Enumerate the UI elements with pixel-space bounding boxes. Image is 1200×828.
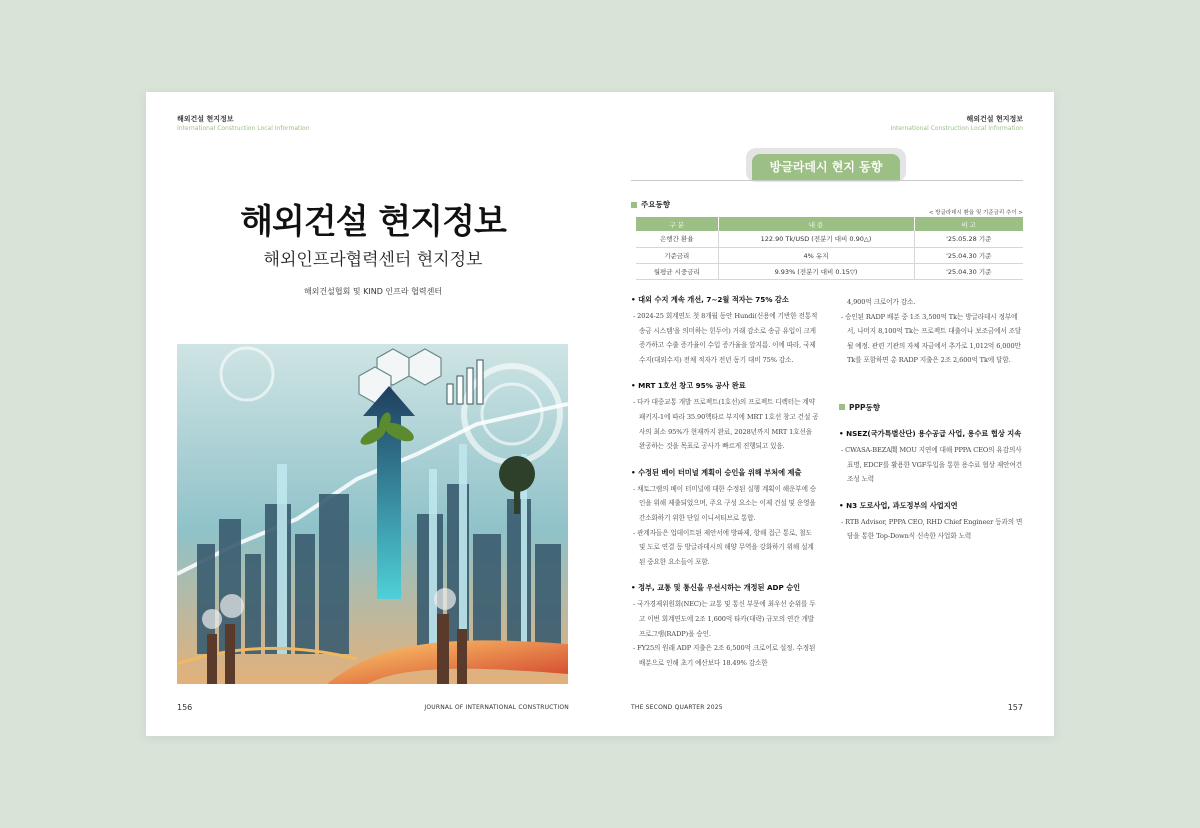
right-page xyxy=(600,92,1054,736)
magazine-spread xyxy=(146,92,1054,736)
running-header xyxy=(890,114,1023,134)
table-cell: '25.05.28 기준 xyxy=(914,231,1023,247)
news-item xyxy=(631,468,819,570)
byline: 해외건설협회 및 KIND 인프라 협력센터 xyxy=(303,287,443,296)
left-page xyxy=(146,92,600,736)
table-row xyxy=(636,247,1023,263)
table-header-row xyxy=(636,217,1023,231)
page-number: 156 xyxy=(177,703,193,712)
cover-illustration xyxy=(177,344,568,684)
table-caption: < 방글라데시 환율 및 기준금리 추이 > xyxy=(928,210,1023,216)
table-cell: '25.04.30 기준 xyxy=(914,263,1023,279)
news-item-text: - FY25의 원래 ADP 지출은 2조 6,500억 크로어로 설정. 수정된 배분으로 인해 초기 예산보다 18.49% 감소한 xyxy=(631,641,819,670)
table-cell: 기준금리 xyxy=(636,247,718,263)
page-subtitle: 해외인프라협력센터 현지정보 xyxy=(263,250,483,270)
rates-table xyxy=(636,217,1023,280)
section-tab-title: 방글라데시 현지 동향 xyxy=(752,154,900,180)
news-item xyxy=(839,429,1023,487)
table-header-cell: 비 고 xyxy=(914,217,1023,231)
news-item-title: • MRT 1호선 창고 95% 공사 완료 xyxy=(631,381,819,391)
running-header-subtitle: International Construction Local Information xyxy=(177,125,310,132)
news-item-text: - 승인된 RADP 배분 중 1조 3,500억 Tk는 방글라데시 정부에서, 나머지 8,100억 Tk는 프로젝트 대출이나 보조금에서 조달될 예정. 관련 기관의 자체 자금에서 추가로 1,012억 6,000만 Tk를 포함하면 총 RADP 지출은 2조 2,600억 Tk에 달함. xyxy=(839,310,1023,368)
news-item xyxy=(631,583,819,670)
running-header-subtitle: International Construction Local Information xyxy=(890,125,1023,132)
news-item-text: - 관계자들은 업데이트된 제안서에 방파제, 항해 접근 통로, 철도 및 도로 연결 등 방글라데시의 해양 무역을 강화하기 위해 설계된 중요한 요소들이 포함. xyxy=(631,526,819,570)
table-cell: 월평균 시중금리 xyxy=(636,263,718,279)
table-cell: 9.93% (전분기 대비 0.15▽) xyxy=(718,263,914,279)
news-item xyxy=(631,381,819,453)
table-header-cell: 구 분 xyxy=(636,217,718,231)
news-item-text: - 다카 대중교통 개발 프로젝트(1호선)의 프로젝트 디렉터는 계약 패키지-1에 따라 35.90헥타르 부지에 MRT 1호선 창고 건설 공사의 최소 95%가 현재까지 완료, 2028년까지 MRT 1호선을 완공하는 것을 목표로 공사가 빠르게 진행되고 있음. xyxy=(631,395,819,453)
table-row xyxy=(636,263,1023,279)
section-heading-main: 주요동향 xyxy=(631,199,670,210)
news-item-text: - CWASA-BEZA間 MOU 지연에 대해 PPPA CEO의 유감의사 표명, EDCF를 활용한 VGF투입을 통한 용수료 협상 재안여건 조성 노력 xyxy=(839,443,1023,487)
news-item xyxy=(631,295,819,367)
running-header-title: 해외건설 현지정보 xyxy=(966,115,1023,123)
news-item-text: - 채토그램의 베이 터미널에 대한 수정된 실행 계획이 해운부에 승인을 위해 제출되었으며, 주요 구성 요소는 이제 건설 및 운영을 간소화하기 위한 단일 이니셔티브로 통합. xyxy=(631,482,819,526)
section-tab-frame xyxy=(746,148,906,182)
news-item xyxy=(839,501,1023,544)
page-title: 해외건설 현지정보 xyxy=(240,202,506,242)
table-cell: 4% 유지 xyxy=(718,247,914,263)
section-heading-ppp: PPP동향 xyxy=(839,402,1023,413)
table-cell: 은행간 환율 xyxy=(636,231,718,247)
running-header-title: 해외건설 현지정보 xyxy=(177,115,234,123)
running-header xyxy=(177,114,310,134)
news-item-text: - 2024-25 회계연도 첫 8개월 동안 Hundi(신용에 기반한 전통적 송금 시스템'을 의미하는 힌두어) 거래 감소로 송금 유입이 크게 증가하고 수출 증가율이 수입 증가율을 앞지름. 이에 따라, 국제수지(대외수지) 전체 적자가 전년 동기 대비 75% 감소. xyxy=(631,309,819,367)
news-item-text: 4,900억 크로어가 감소. xyxy=(847,298,916,306)
news-item-title: • 수정된 베이 터미널 계획이 승인을 위해 부처에 제출 xyxy=(631,468,819,478)
table-cell: 122.90 Tk/USD (전분기 대비 0.90△) xyxy=(718,231,914,247)
news-item-title: • 정부, 교통 및 통신을 우선시하는 개정된 ADP 승인 xyxy=(631,583,819,593)
table-cell: '25.04.30 기준 xyxy=(914,247,1023,263)
journal-footer: THE SECOND QUARTER 2025 xyxy=(631,704,723,711)
news-item-text: - 국가경제위원회(NEC)는 교통 및 통신 부문에 최우선 순위를 두고 이번 회계연도에 2조 1,600억 타카(대략) 규모의 연간 개발 프로그램(RADP)을 승인. xyxy=(631,597,819,641)
table-header-cell: 내 용 xyxy=(718,217,914,231)
news-item-continued xyxy=(839,295,1023,368)
article-column-1 xyxy=(631,295,819,684)
section-divider xyxy=(631,180,1023,181)
news-item-title: • NSEZ(국가특별산단) 용수공급 사업, 용수료 협상 지속 xyxy=(839,429,1023,439)
journal-footer: JOURNAL OF INTERNATIONAL CONSTRUCTION xyxy=(424,704,569,711)
table-row xyxy=(636,231,1023,247)
news-item-title: • N3 도로사업, 과도정부의 사업지연 xyxy=(839,501,1023,511)
news-item-title: • 대외 수지 계속 개선, 7~2월 적자는 75% 감소 xyxy=(631,295,819,305)
news-item-text: - RTB Advisor, PPPA CEO, RHD Chief Engineer 등과의 면담을 통한 Top-Down식 신속한 사업화 노력 xyxy=(839,515,1023,544)
article-column-2 xyxy=(839,295,1023,558)
page-number: 157 xyxy=(1007,703,1023,712)
